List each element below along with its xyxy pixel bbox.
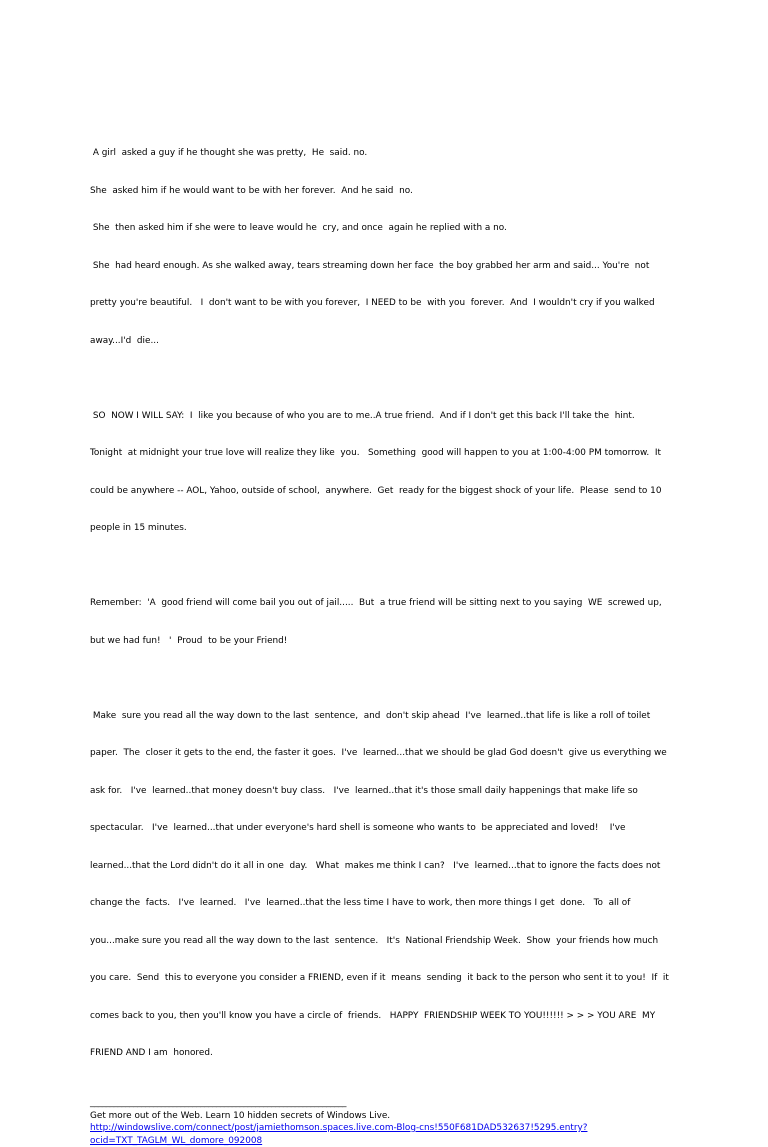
make-sure-line: you...make sure you read all the way down to the last sentence. It's National Friendship Week. Show your friends how much	[90, 935, 670, 948]
intro-line: She had heard enough. As she walked away, tears streaming down her face the boy grabbed her arm and said... You're not	[90, 260, 670, 273]
make-sure-line: FRIEND AND I am honored.	[90, 1047, 670, 1060]
intro-line: away...I'd die...	[90, 335, 670, 348]
intro-line: pretty you're beautiful. I don't want to be with you forever, I NEED to be with you forever. And I wouldn't cry if you walked	[90, 297, 670, 310]
make-sure-line: paper. The closer it gets to the end, the faster it goes. I've learned...that we should be glad God doesn't give us everything we	[90, 747, 670, 760]
make-sure-line: change the facts. I've learned. I've learned..that the less time I have to work, then more things I get done. To all of	[90, 897, 670, 910]
make-sure-line: spectacular. I've learned...that under everyone's hard shell is someone who wants to be appreciated and loved! I've	[90, 822, 670, 835]
windows-live-link-continued[interactable]: ocid=TXT_TAGLM_WL_domore_092008	[90, 1135, 670, 1147]
so-now-line: SO NOW I WILL SAY: I like you because of who you are to me..A true friend. And if I don't get this back I'll take the hint.	[90, 410, 670, 423]
so-now-line: people in 15 minutes.	[90, 522, 670, 535]
intro-line: She then asked him if she were to leave would he cry, and once again he replied with a no.	[90, 222, 670, 235]
footer-tagline: Get more out of the Web. Learn 10 hidden secrets of Windows Live.	[90, 1110, 670, 1123]
intro-line: A girl asked a guy if he thought she was pretty, He said. no.	[90, 147, 670, 160]
remember-paragraph	[90, 572, 670, 672]
make-sure-paragraph	[90, 685, 670, 1085]
so-now-line: could be anywhere -- AOL, Yahoo, outside of school, anywhere. Get ready for the biggest shock of your life. Please send to 10	[90, 485, 670, 498]
intro-paragraph	[90, 122, 670, 372]
separator-rule: _________________________________________________________________	[90, 1097, 670, 1110]
so-now-paragraph	[90, 385, 670, 560]
make-sure-line: ask for. I've learned..that money doesn't buy class. I've learned..that it's those small daily happenings that make life so	[90, 785, 670, 798]
email-body	[90, 122, 670, 1147]
remember-line: Remember: 'A good friend will come bail you out of jail..... But a true friend will be sitting next to you saying WE screwed up,	[90, 597, 670, 610]
footer	[90, 1097, 670, 1147]
intro-line: She asked him if he would want to be with her forever. And he said no.	[90, 185, 670, 198]
make-sure-line: you care. Send this to everyone you consider a FRIEND, even if it means sending it back to the person who sent it to you! If it	[90, 972, 670, 985]
make-sure-line: comes back to you, then you'll know you have a circle of friends. HAPPY FRIENDSHIP WEEK TO YOU!!!!!! > > > YOU ARE MY	[90, 1010, 670, 1023]
windows-live-link[interactable]: http://windowslive.com/connect/post/jamiethomson.spaces.live.com-Blog-cns!550F681DAD532637!5295.entry?	[90, 1122, 670, 1135]
so-now-line: Tonight at midnight your true love will realize they like you. Something good will happen to you at 1:00-4:00 PM tomorrow. It	[90, 447, 670, 460]
make-sure-line: learned...that the Lord didn't do it all in one day. What makes me think I can? I've learned...that to ignore the facts does not	[90, 860, 670, 873]
remember-line: but we had fun! ' Proud to be your Friend!	[90, 635, 670, 648]
make-sure-line: Make sure you read all the way down to the last sentence, and don't skip ahead I've learned..that life is like a roll of toilet	[90, 710, 670, 723]
